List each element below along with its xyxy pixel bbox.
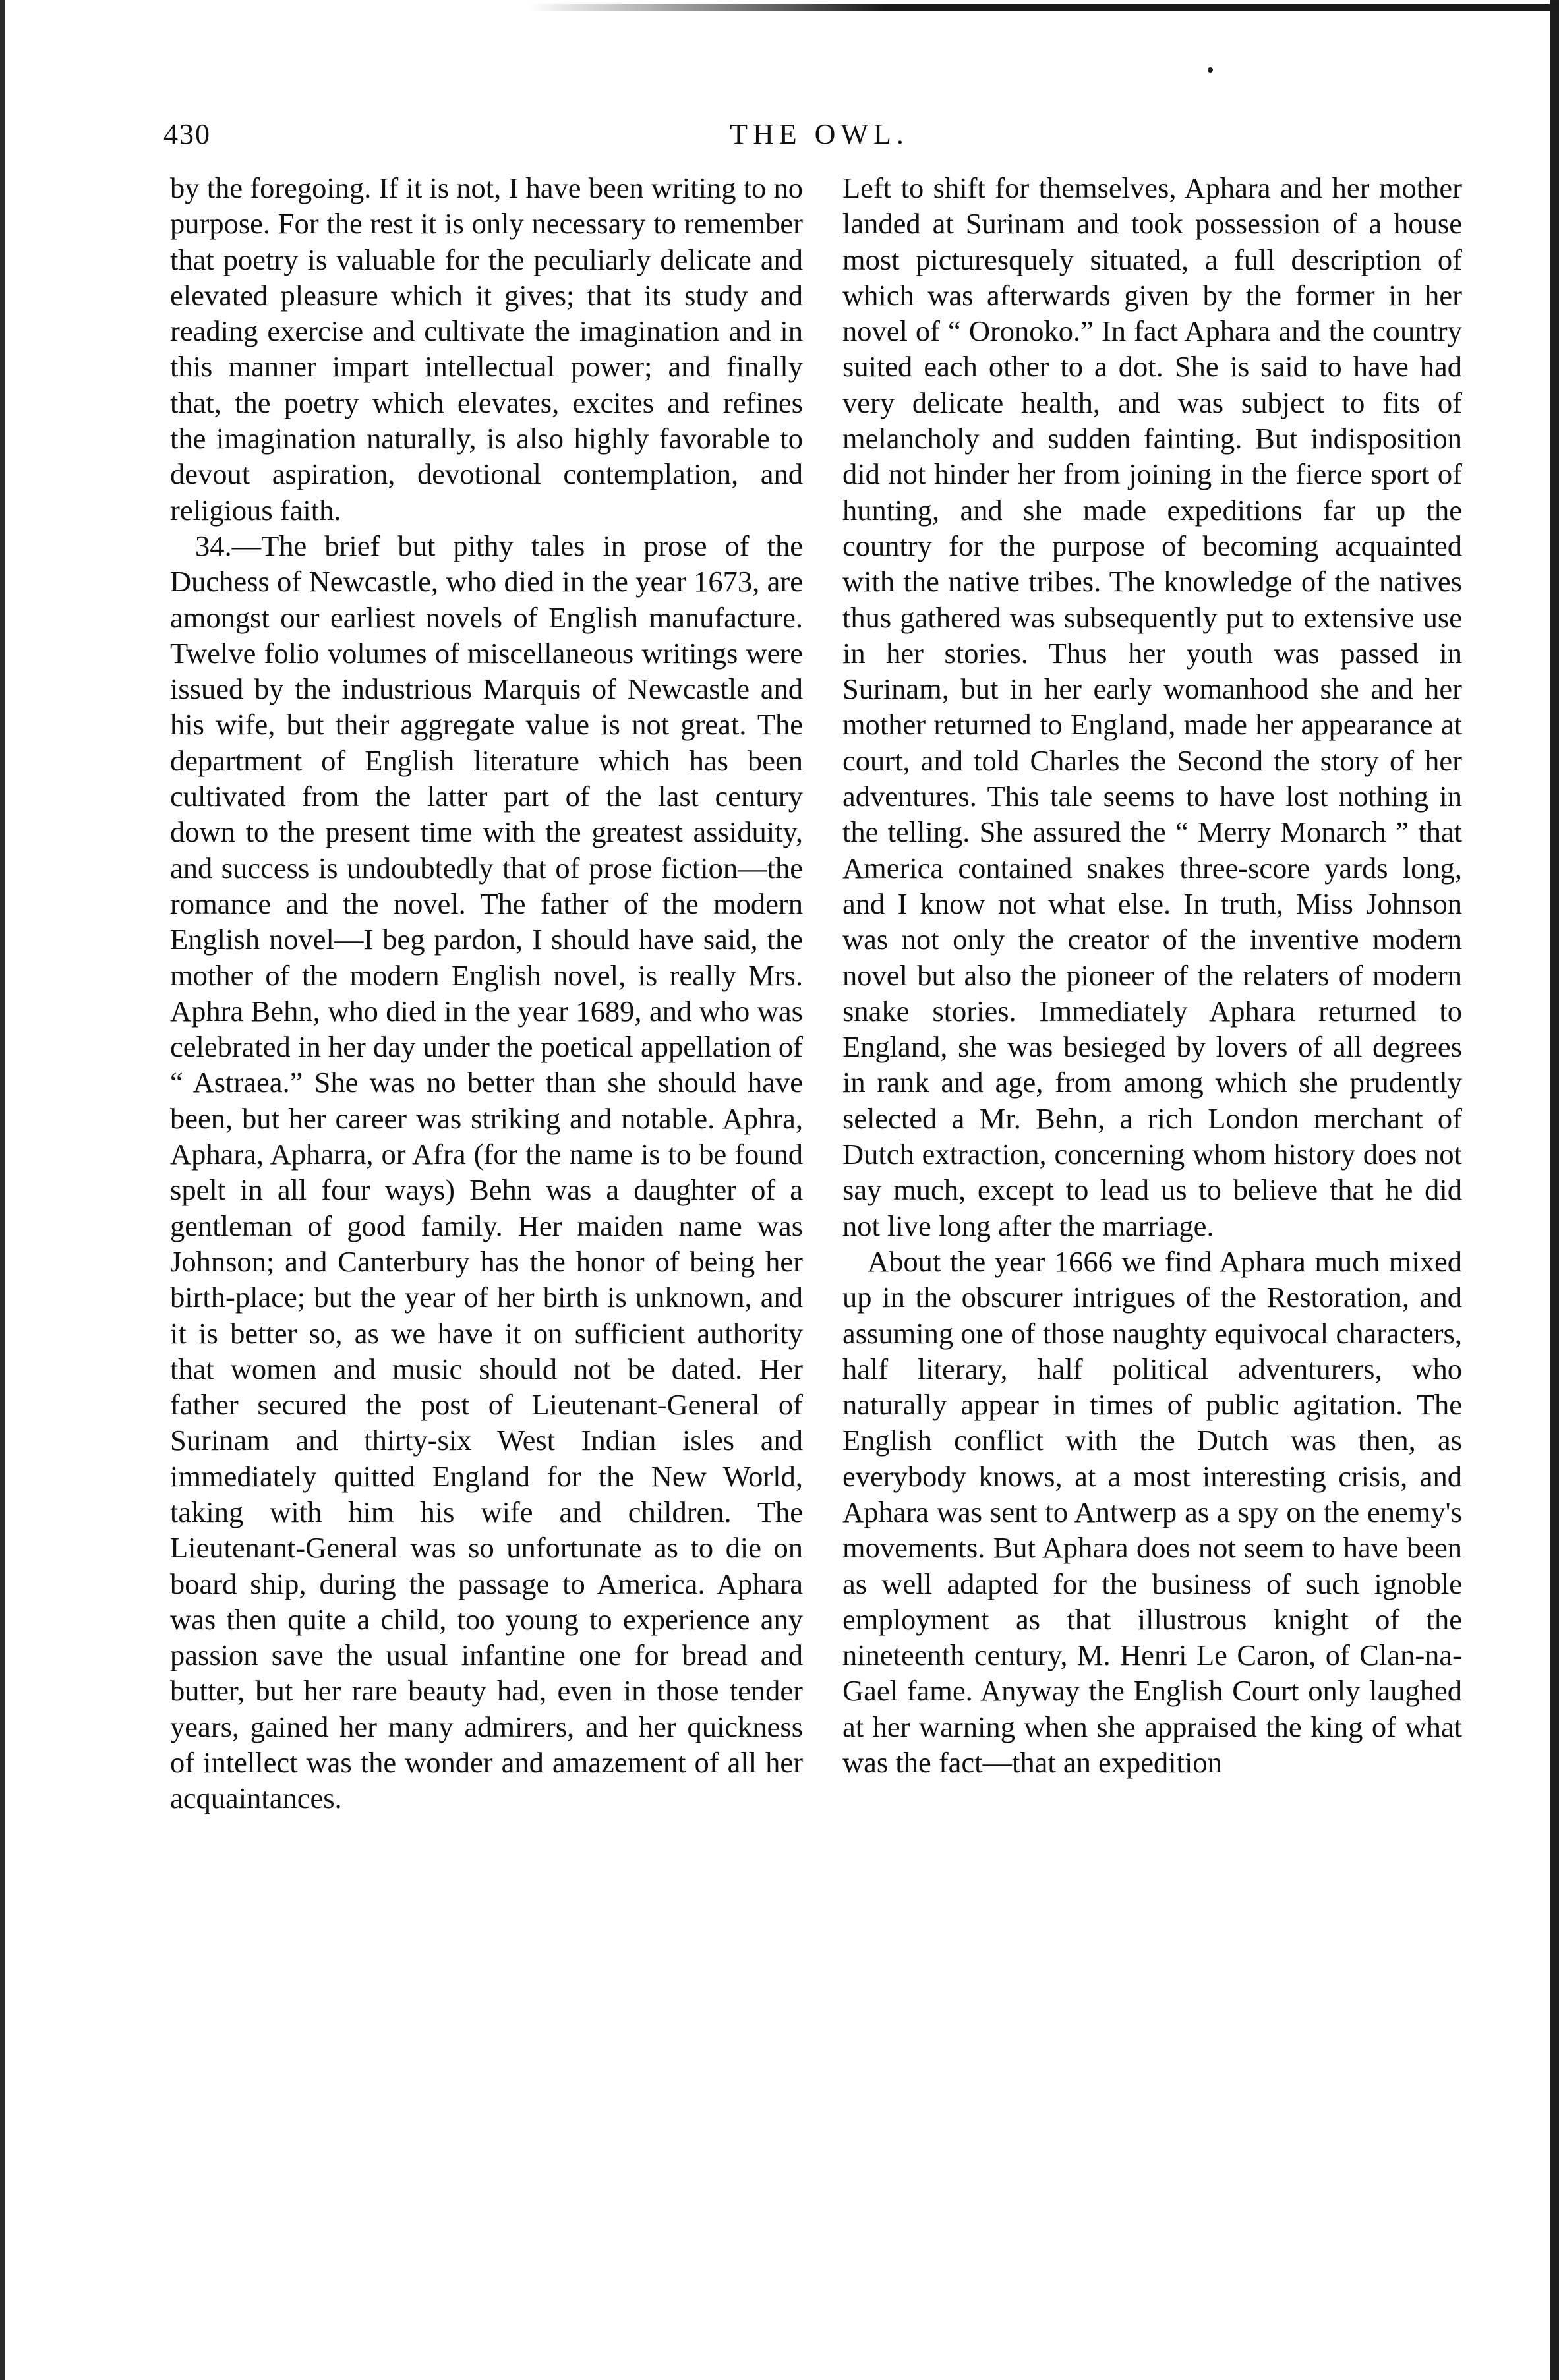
left-column [170, 170, 803, 1816]
scan-left-edge [0, 0, 5, 2380]
paragraph: About the year 1666 we find Aphara much mixed up in the obscurer intrigues of the Restoration, and assuming one of those naughty equivocal characters, half literary, half political adventurers, who naturally appear in times of public agitation. The English conflict with the Dutch was then, as everybody knows, at a most interesting crisis, and Aphara was sent to Antwerp as a spy on the enemy's movements. But Aphara does not seem to have been as well adapted for the business of such ignoble employment as that illustrous knight of the nineteenth century, M. Henri Le Caron, of Clan-na-Gael fame. Anyway the English Court only laughed at her warning when she appraised the king of what was the fact—that an expedition [842, 1244, 1462, 1780]
running-head [163, 117, 1475, 157]
page-number: 430 [163, 118, 211, 150]
paragraph: 34.—The brief but pithy tales in prose of the Duchess of Newcastle, who died in the year 1673, are amongst our earliest novels of English manufacture. Twelve folio volumes of miscellaneous writings were issued by the industrious Marquis of Newcastle and his wife, but their aggregate value is not great. The department of English literature which has been cultivated from the latter part of the last century down to the present time with the greatest assiduity, and success is undoubtedly that of prose fiction—the romance and the novel. The father of the modern English novel—I beg pardon, I should have said, the mother of the modern English novel, is really Mrs. Aphra Behn, who died in the year 1689, and who was celebrated in her day under the poetical appellation of “ Astraea.” She was no better than she should have been, but her career was striking and notable. Aphra, Aphara, Apharra, or Afra (for the name is to be found spelt in all four ways) Behn was a daughter of a gentleman of good family. Her maiden name was Johnson; and Canterbury has the honor of being her birth-place; but the year of her birth is unknown, and it is better so, as we have it on sufficient authority that women and music should not be dated. Her father secured the post of Lieutenant-General of Surinam and thirty-six West Indian isles and immediately quitted England for the New World, taking with him his wife and children. The Lieutenant-General was so unfortunate as to die on board ship, during the passage to America. Aphara was then quite a child, too young to experience any passion save the usual infantine one for bread and butter, but her rare beauty had, even in those tender years, gained her many admirers, and her quickness of intellect was the wonder and amazement of all her acquaintances. [170, 529, 803, 1815]
top-rule [527, 4, 1559, 11]
paragraph: by the foregoing. If it is not, I have been writing to no purpose. For the rest it is only necessary to remember that poetry is valuable for the peculiarly delicate and elevated pleasure which it gives; that its study and reading exercise and cultivate the imagination and in this manner impart intellectual power; and finally that, the poetry which elevates, excites and refines the imagination naturally, is also highly favorable to devout aspiration, devotional contemplation, and religious faith. [170, 171, 803, 527]
scan-right-edge [1550, 0, 1559, 2380]
journal-title: THE OWL. [730, 118, 909, 150]
paragraph: Left to shift for themselves, Aphara and her mother landed at Surinam and took possession of a house most picturesquely situated, a full description of which was afterwards given by the former in her novel of “ Oronoko.” In fact Aphara and the country suited each other to a dot. She is said to have had very delicate health, and was subject to fits of melancholy and sudden fainting. But indisposition did not hinder her from joining in the fierce sport of hunting, and she made expeditions far up the country for the purpose of becoming acquainted with the native tribes. The knowledge of the natives thus gathered was subsequently put to extensive use in her stories. Thus her youth was passed in Surinam, but in her early womanhood she and her mother returned to England, made her appearance at court, and told Charles the Second the story of her adventures. This tale seems to have lost nothing in the telling. She assured the “ Merry Monarch ” that America contained snakes three-score yards long, and I know not what else. In truth, Miss Johnson was not only the creator of the inventive modern novel but also the pioneer of the relaters of modern snake stories. Immediately Aphara returned to England, she was besieged by lovers of all degrees in rank and age, from among which she prudently selected a Mr. Behn, a rich London merchant of Dutch extraction, concerning whom history does not say much, except to lead us to believe that he did not live long after the marriage. [842, 171, 1462, 1242]
print-speck [1208, 67, 1213, 73]
right-column [842, 170, 1462, 1780]
